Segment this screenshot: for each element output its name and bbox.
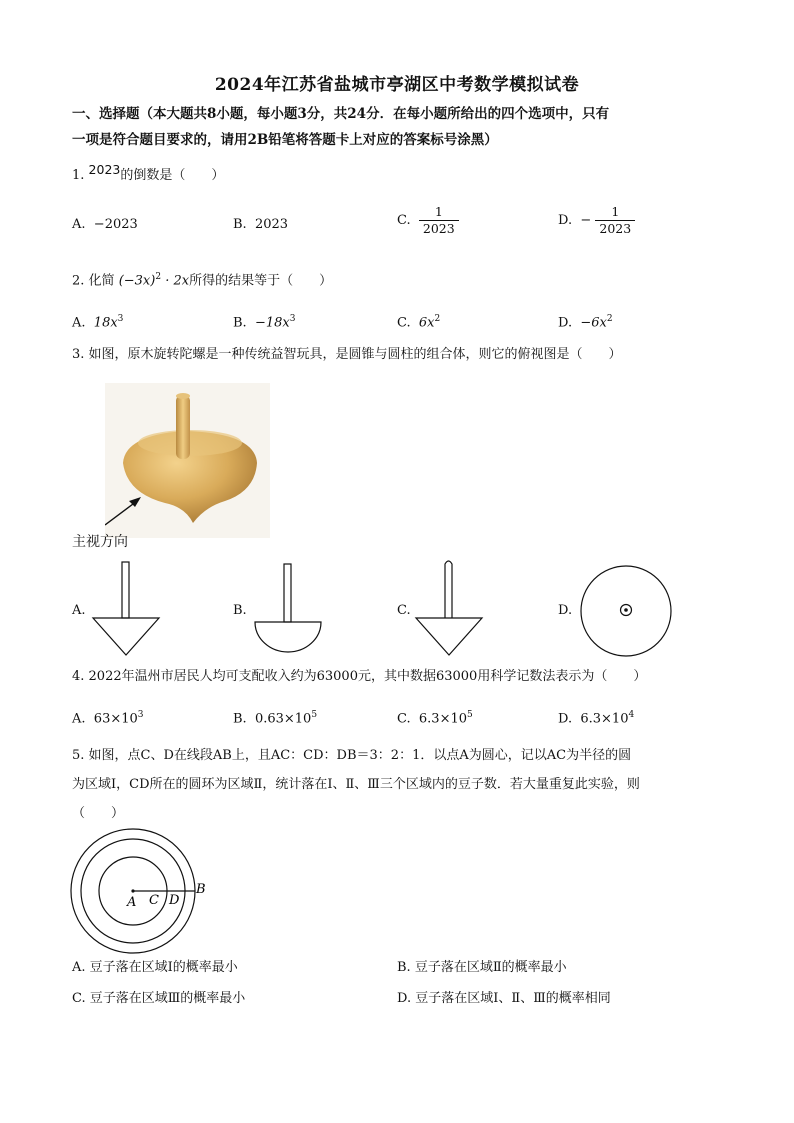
q1-option-a[interactable] [72,215,138,235]
q1-c-denominator: 2023 [422,221,455,236]
q1-option-b-value: 2023 [254,217,289,232]
q2-option-c-label: C. [397,315,411,331]
view-direction-caption: 主视方向 [72,534,128,550]
q2-expr-exp: 2 [155,272,162,282]
q2-option-a-coef: 18x [93,315,118,331]
q4-option-d-label: D. [558,711,573,727]
q3-option-a-figure[interactable] [90,560,162,658]
point-b-label: B [196,882,206,897]
spinning-top-photo [105,383,270,538]
q1-option-c-label: C. [397,213,411,228]
question-5 [72,741,640,828]
q4-option-b[interactable] [233,705,317,729]
q4-option-b-exp: 5 [311,710,318,720]
q2-option-b-coef: −18x [254,315,290,331]
q4-option-b-label: B. [233,711,247,727]
q2-option-c[interactable] [397,309,440,333]
q1-option-d-label: D. [558,213,573,228]
question-2 [72,267,332,291]
point-a-label: A [127,895,137,910]
q5-option-b[interactable]: B. 豆子落在区域Ⅱ的概率最小 [397,960,567,975]
q2-option-b[interactable] [233,309,295,333]
question-1 [72,162,225,186]
q4-option-a[interactable] [72,705,144,729]
q2-option-c-exp: 2 [434,314,441,324]
q2-option-d[interactable] [558,309,613,333]
top-stem [176,395,190,459]
q3-option-c-label[interactable]: C. [397,603,411,618]
q2-option-d-label: D. [558,315,573,331]
q3-option-b-figure[interactable] [252,562,324,656]
q2-option-c-coef: 6x [418,315,435,331]
q1-number: 1. [72,168,85,183]
q3-option-c-figure[interactable] [413,558,485,658]
q4-option-a-label: A. [72,711,86,727]
q1-d-denominator: 2023 [599,221,632,236]
q2-text: 所得的结果等于（ ） [189,273,333,289]
point-c-label: C [149,893,159,908]
q1-option-a-label: A. [72,217,86,232]
q1-option-c[interactable] [397,204,459,237]
section-line-2: 一项是符合题目要求的，请用2B铅笔将答题卡上对应的答案标号涂黑） [72,132,498,148]
q5-line-3: （ ） [72,806,125,821]
q2-option-a-exp: 3 [117,314,124,324]
q5-option-c[interactable]: C. 豆子落在区域Ⅲ的概率最小 [72,991,246,1006]
q2-option-d-exp: 2 [606,314,613,324]
q4-option-c[interactable] [397,705,473,729]
q4-option-a-mantissa: 63×10 [93,711,138,727]
q4-option-d-mantissa: 6.3×10 [580,711,629,727]
q4-option-c-mantissa: 6.3×10 [418,711,467,727]
q4-option-c-exp: 5 [467,710,473,720]
q1-d-numerator: 1 [595,204,635,221]
q2-option-d-coef: −6x [580,315,607,331]
q1-d-sign: − [580,213,592,228]
q3-option-b-label[interactable]: B. [233,603,247,618]
q1-option-d-fraction [595,204,635,237]
q3-option-a-label[interactable]: A. [72,603,86,618]
q4-option-b-mantissa: 0.63×10 [254,711,312,727]
q4-option-a-exp: 3 [137,710,144,720]
q1-c-numerator: 1 [419,204,459,221]
q5-line-2: 为区域Ⅰ，CD所在的圆环为区域Ⅱ，统计落在Ⅰ、Ⅱ、Ⅲ三个区域内的豆子数．若大量重复此实验，则 [72,777,640,792]
page-title: 2024年江苏省盐城市亭湖区中考数学模拟试卷 [214,75,580,95]
q2-option-b-label: B. [233,315,247,331]
q5-option-a[interactable]: A. 豆子落在区域Ⅰ的概率最小 [72,960,238,975]
section-line-1: 一、选择题（本大题共8小题，每小题3分，共24分．在每小题所给出的四个选项中，只有 [72,106,610,122]
question-4: 4. 2022年温州市居民人均可支配收入约为63000元，其中数据63000用科学记数法表示为（ ） [72,669,647,684]
q3-option-d-label[interactable]: D. [558,603,573,618]
q1-option-b[interactable] [233,215,288,235]
q2-option-a-label: A. [72,315,86,331]
q5-line-1: 5. 如图，点C、D在线段AB上，且AC：CD：DB＝3：2：1．以点A为圆心，记以AC为半径的圆 [72,748,632,763]
question-3: 3. 如图，原木旋转陀螺是一种传统益智玩具，是圆锥与圆柱的组合体，则它的俯视图是（ ） [72,347,622,362]
q2-option-b-exp: 3 [289,314,296,324]
section-instructions [72,101,732,153]
q4-option-d-exp: 4 [628,710,635,720]
q5-option-d[interactable]: D. 豆子落在区域Ⅰ、Ⅱ、Ⅲ的概率相同 [397,991,611,1006]
q3-option-d-figure[interactable] [578,563,674,659]
q2-option-a[interactable] [72,309,123,333]
q2-number: 2. 化简 [72,273,115,289]
q1-option-b-label: B. [233,217,247,232]
q1-option-c-fraction [419,204,459,237]
q1-text: 的倒数是（ ） [120,168,225,183]
q2-expr-tail: · 2x [165,273,190,289]
point-d-label: D [169,893,180,908]
q4-option-d[interactable] [558,705,634,729]
q4-option-c-label: C. [397,711,411,727]
q5-concentric-circles-figure [68,826,218,968]
q1-option-d[interactable] [558,204,635,237]
q1-base: 2023 [88,162,121,177]
q1-option-a-value: −2023 [93,217,138,232]
q2-expr-base: (−3x) [118,273,156,289]
